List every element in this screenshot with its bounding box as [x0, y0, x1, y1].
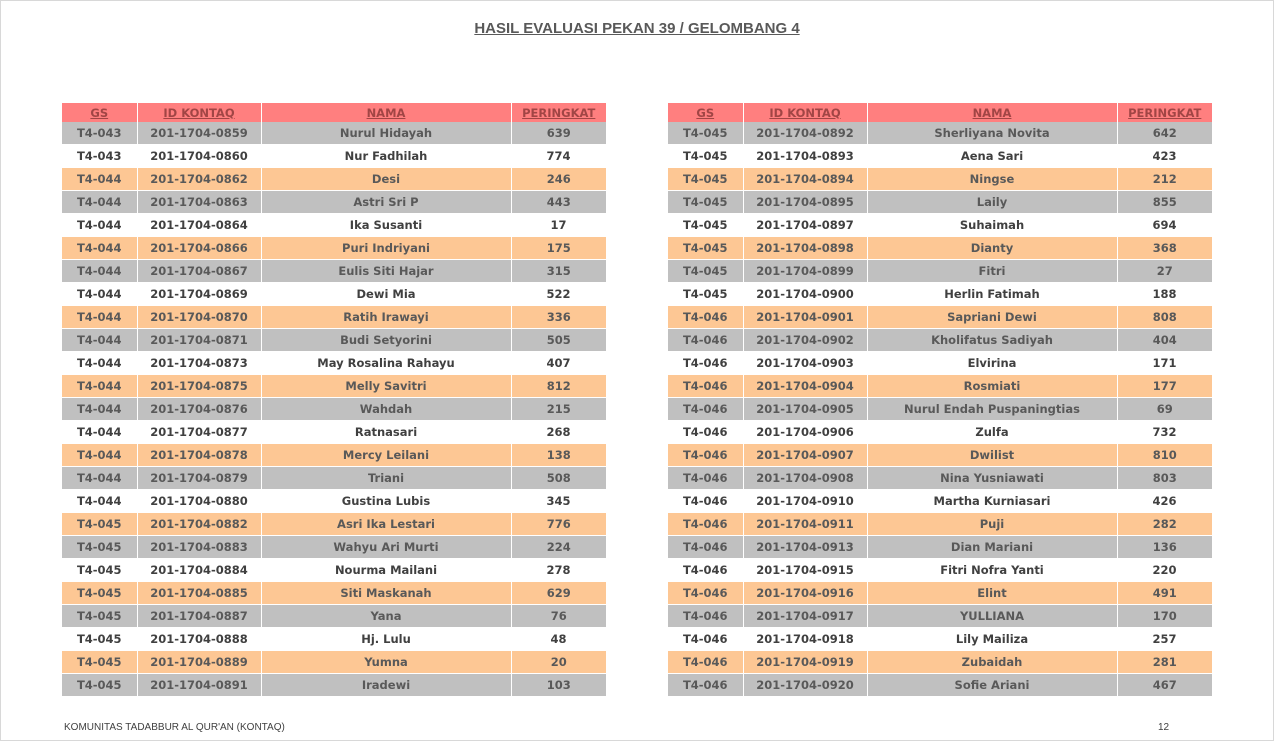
cell-gs: T4-045 [62, 605, 137, 628]
cell-nama: Iradewi [261, 674, 511, 697]
cell-gs: T4-043 [62, 145, 137, 168]
cell-gs: T4-044 [62, 168, 137, 191]
cell-gs: T4-046 [668, 605, 743, 628]
cell-gs: T4-044 [62, 352, 137, 375]
header-gs: GS [668, 103, 743, 122]
cell-peringkat: 345 [511, 490, 606, 513]
cell-peringkat: 629 [511, 582, 606, 605]
cell-nama: Dewi Mia [261, 283, 511, 306]
cell-id: 201-1704-0884 [137, 559, 261, 582]
cell-id: 201-1704-0920 [743, 674, 867, 697]
cell-id: 201-1704-0883 [137, 536, 261, 559]
cell-id: 201-1704-0897 [743, 214, 867, 237]
cell-gs: T4-045 [62, 559, 137, 582]
cell-peringkat: 467 [1117, 674, 1212, 697]
table-row [668, 513, 1212, 536]
cell-nama: Fitri Nofra Yanti [867, 559, 1117, 582]
cell-id: 201-1704-0864 [137, 214, 261, 237]
cell-nama: Melly Savitri [261, 375, 511, 398]
cell-gs: T4-043 [62, 122, 137, 145]
cell-nama: Nina Yusniawati [867, 467, 1117, 490]
cell-nama: Wahdah [261, 398, 511, 421]
cell-gs: T4-044 [62, 444, 137, 467]
cell-id: 201-1704-0898 [743, 237, 867, 260]
cell-nama: Siti Maskanah [261, 582, 511, 605]
table-row [668, 628, 1212, 651]
table-row [62, 191, 606, 214]
cell-nama: Dwilist [867, 444, 1117, 467]
cell-peringkat: 220 [1117, 559, 1212, 582]
cell-nama: Desi [261, 168, 511, 191]
table-row [668, 467, 1212, 490]
cell-peringkat: 48 [511, 628, 606, 651]
cell-nama: Nur Fadhilah [261, 145, 511, 168]
cell-gs: T4-046 [668, 421, 743, 444]
table-row [62, 398, 606, 421]
table-row [62, 329, 606, 352]
table-row [62, 467, 606, 490]
header-nama: NAMA [261, 103, 511, 122]
header-peringkat: PERINGKAT [1117, 103, 1212, 122]
cell-gs: T4-044 [62, 191, 137, 214]
cell-nama: Nurul Endah Puspaningtias [867, 398, 1117, 421]
cell-peringkat: 103 [511, 674, 606, 697]
cell-id: 201-1704-0876 [137, 398, 261, 421]
table-row [668, 375, 1212, 398]
table-row [62, 352, 606, 375]
table-row [62, 628, 606, 651]
cell-nama: Martha Kurniasari [867, 490, 1117, 513]
cell-id: 201-1704-0908 [743, 467, 867, 490]
cell-gs: T4-044 [62, 283, 137, 306]
cell-gs: T4-045 [668, 122, 743, 145]
cell-peringkat: 224 [511, 536, 606, 559]
cell-gs: T4-044 [62, 237, 137, 260]
table-row [668, 214, 1212, 237]
cell-nama: Budi Setyorini [261, 329, 511, 352]
cell-nama: Gustina Lubis [261, 490, 511, 513]
cell-peringkat: 27 [1117, 260, 1212, 283]
table-row [62, 237, 606, 260]
footer-organization: KOMUNITAS TADABBUR AL QUR'AN (KONTAQ) [64, 722, 285, 733]
cell-peringkat: 336 [511, 306, 606, 329]
cell-id: 201-1704-0905 [743, 398, 867, 421]
cell-id: 201-1704-0891 [137, 674, 261, 697]
cell-peringkat: 808 [1117, 306, 1212, 329]
cell-id: 201-1704-0899 [743, 260, 867, 283]
cell-peringkat: 368 [1117, 237, 1212, 260]
table-row [668, 536, 1212, 559]
cell-gs: T4-046 [668, 444, 743, 467]
table-row [62, 306, 606, 329]
cell-id: 201-1704-0871 [137, 329, 261, 352]
cell-nama: Dian Mariani [867, 536, 1117, 559]
table-row [62, 490, 606, 513]
cell-id: 201-1704-0869 [137, 283, 261, 306]
cell-peringkat: 188 [1117, 283, 1212, 306]
cell-id: 201-1704-0919 [743, 651, 867, 674]
cell-nama: Lily Mailiza [867, 628, 1117, 651]
cell-peringkat: 278 [511, 559, 606, 582]
cell-id: 201-1704-0901 [743, 306, 867, 329]
page-title [0, 20, 1274, 37]
cell-peringkat: 315 [511, 260, 606, 283]
cell-gs: T4-046 [668, 467, 743, 490]
cell-nama: Wahyu Ari Murti [261, 536, 511, 559]
cell-peringkat: 212 [1117, 168, 1212, 191]
table-row [62, 145, 606, 168]
cell-gs: T4-045 [668, 168, 743, 191]
table-row [62, 421, 606, 444]
table-row [668, 421, 1212, 444]
cell-gs: T4-045 [668, 283, 743, 306]
table-row [62, 168, 606, 191]
cell-nama: Elvirina [867, 352, 1117, 375]
cell-peringkat: 505 [511, 329, 606, 352]
cell-gs: T4-044 [62, 329, 137, 352]
cell-peringkat: 855 [1117, 191, 1212, 214]
cell-peringkat: 810 [1117, 444, 1212, 467]
cell-gs: T4-046 [668, 559, 743, 582]
table-row [62, 513, 606, 536]
cell-peringkat: 215 [511, 398, 606, 421]
cell-nama: Ika Susanti [261, 214, 511, 237]
table-row [62, 283, 606, 306]
cell-id: 201-1704-0863 [137, 191, 261, 214]
cell-peringkat: 732 [1117, 421, 1212, 444]
cell-gs: T4-044 [62, 214, 137, 237]
cell-gs: T4-044 [62, 490, 137, 513]
cell-peringkat: 812 [511, 375, 606, 398]
cell-id: 201-1704-0915 [743, 559, 867, 582]
cell-nama: Dianty [867, 237, 1117, 260]
cell-gs: T4-045 [62, 513, 137, 536]
cell-gs: T4-045 [62, 582, 137, 605]
header-nama: NAMA [867, 103, 1117, 122]
cell-gs: T4-044 [62, 467, 137, 490]
table-row [668, 605, 1212, 628]
cell-id: 201-1704-0880 [137, 490, 261, 513]
cell-gs: T4-046 [668, 582, 743, 605]
cell-nama: Nourma Mailani [261, 559, 511, 582]
cell-peringkat: 171 [1117, 352, 1212, 375]
cell-id: 201-1704-0894 [743, 168, 867, 191]
cell-peringkat: 177 [1117, 375, 1212, 398]
table-row [668, 444, 1212, 467]
cell-id: 201-1704-0902 [743, 329, 867, 352]
cell-peringkat: 639 [511, 122, 606, 145]
cell-nama: Zubaidah [867, 651, 1117, 674]
cell-gs: T4-045 [62, 651, 137, 674]
cell-gs: T4-046 [668, 398, 743, 421]
table-row [668, 651, 1212, 674]
table-row [668, 237, 1212, 260]
left-table [62, 103, 607, 697]
cell-id: 201-1704-0875 [137, 375, 261, 398]
cell-id: 201-1704-0866 [137, 237, 261, 260]
table-row [62, 536, 606, 559]
cell-gs: T4-046 [668, 651, 743, 674]
cell-peringkat: 423 [1117, 145, 1212, 168]
cell-peringkat: 642 [1117, 122, 1212, 145]
cell-nama: Asri Ika Lestari [261, 513, 511, 536]
table-row [62, 651, 606, 674]
cell-gs: T4-046 [668, 329, 743, 352]
right-table [668, 103, 1213, 697]
cell-gs: T4-044 [62, 421, 137, 444]
cell-peringkat: 281 [1117, 651, 1212, 674]
cell-gs: T4-045 [62, 536, 137, 559]
cell-nama: Sofie Ariani [867, 674, 1117, 697]
cell-id: 201-1704-0885 [137, 582, 261, 605]
cell-id: 201-1704-0906 [743, 421, 867, 444]
header-gs: GS [62, 103, 137, 122]
cell-nama: Zulfa [867, 421, 1117, 444]
cell-nama: Suhaimah [867, 214, 1117, 237]
cell-peringkat: 694 [1117, 214, 1212, 237]
table-row [668, 674, 1212, 697]
cell-peringkat: 76 [511, 605, 606, 628]
cell-peringkat: 170 [1117, 605, 1212, 628]
cell-id: 201-1704-0916 [743, 582, 867, 605]
cell-id: 201-1704-0860 [137, 145, 261, 168]
cell-nama: Laily [867, 191, 1117, 214]
cell-nama: Yumna [261, 651, 511, 674]
header-peringkat: PERINGKAT [511, 103, 606, 122]
cell-id: 201-1704-0889 [137, 651, 261, 674]
cell-nama: Rosmiati [867, 375, 1117, 398]
cell-nama: Kholifatus Sadiyah [867, 329, 1117, 352]
cell-nama: Elint [867, 582, 1117, 605]
cell-nama: Nurul Hidayah [261, 122, 511, 145]
table-row [62, 214, 606, 237]
table-row [668, 306, 1212, 329]
cell-nama: Mercy Leilani [261, 444, 511, 467]
table-row [62, 260, 606, 283]
cell-id: 201-1704-0892 [743, 122, 867, 145]
cell-nama: Herlin Fatimah [867, 283, 1117, 306]
cell-gs: T4-045 [668, 237, 743, 260]
cell-gs: T4-046 [668, 352, 743, 375]
table-row [62, 674, 606, 697]
header-id-kontaq: ID KONTAQ [137, 103, 261, 122]
table-row [668, 191, 1212, 214]
cell-id: 201-1704-0862 [137, 168, 261, 191]
cell-gs: T4-046 [668, 513, 743, 536]
cell-gs: T4-044 [62, 398, 137, 421]
cell-peringkat: 69 [1117, 398, 1212, 421]
cell-gs: T4-045 [62, 674, 137, 697]
cell-id: 201-1704-0882 [137, 513, 261, 536]
table-row [668, 329, 1212, 352]
cell-peringkat: 282 [1117, 513, 1212, 536]
cell-id: 201-1704-0913 [743, 536, 867, 559]
cell-id: 201-1704-0895 [743, 191, 867, 214]
cell-id: 201-1704-0887 [137, 605, 261, 628]
cell-id: 201-1704-0910 [743, 490, 867, 513]
cell-id: 201-1704-0870 [137, 306, 261, 329]
cell-gs: T4-045 [668, 214, 743, 237]
cell-id: 201-1704-0917 [743, 605, 867, 628]
table-row [668, 398, 1212, 421]
cell-id: 201-1704-0904 [743, 375, 867, 398]
cell-id: 201-1704-0893 [743, 145, 867, 168]
cell-id: 201-1704-0918 [743, 628, 867, 651]
cell-id: 201-1704-0879 [137, 467, 261, 490]
cell-nama: Yana [261, 605, 511, 628]
cell-nama: Sapriani Dewi [867, 306, 1117, 329]
cell-nama: Aena Sari [867, 145, 1117, 168]
cell-id: 201-1704-0907 [743, 444, 867, 467]
cell-peringkat: 175 [511, 237, 606, 260]
cell-peringkat: 426 [1117, 490, 1212, 513]
cell-id: 201-1704-0900 [743, 283, 867, 306]
cell-id: 201-1704-0911 [743, 513, 867, 536]
cell-gs: T4-046 [668, 674, 743, 697]
cell-gs: T4-044 [62, 260, 137, 283]
cell-peringkat: 803 [1117, 467, 1212, 490]
table-row [62, 375, 606, 398]
cell-id: 201-1704-0873 [137, 352, 261, 375]
cell-gs: T4-045 [668, 191, 743, 214]
table-row [668, 582, 1212, 605]
cell-peringkat: 268 [511, 421, 606, 444]
left-table-body [62, 122, 606, 697]
cell-gs: T4-044 [62, 375, 137, 398]
cell-gs: T4-045 [668, 145, 743, 168]
table-row [62, 582, 606, 605]
table-row [668, 168, 1212, 191]
cell-id: 201-1704-0859 [137, 122, 261, 145]
cell-peringkat: 491 [1117, 582, 1212, 605]
cell-id: 201-1704-0867 [137, 260, 261, 283]
cell-peringkat: 776 [511, 513, 606, 536]
cell-nama: Fitri [867, 260, 1117, 283]
cell-gs: T4-046 [668, 306, 743, 329]
table-row [62, 122, 606, 145]
cell-peringkat: 138 [511, 444, 606, 467]
cell-nama: Ratnasari [261, 421, 511, 444]
header-id-kontaq: ID KONTAQ [743, 103, 867, 122]
cell-peringkat: 404 [1117, 329, 1212, 352]
table-row [668, 559, 1212, 582]
cell-gs: T4-046 [668, 536, 743, 559]
table-header-row [668, 103, 1212, 122]
cell-id: 201-1704-0877 [137, 421, 261, 444]
cell-nama: Ratih Irawayi [261, 306, 511, 329]
cell-nama: May Rosalina Rahayu [261, 352, 511, 375]
cell-id: 201-1704-0888 [137, 628, 261, 651]
page-number: 12 [1158, 722, 1170, 733]
cell-nama: Triani [261, 467, 511, 490]
cell-nama: Sherliyana Novita [867, 122, 1117, 145]
cell-id: 201-1704-0878 [137, 444, 261, 467]
cell-gs: T4-046 [668, 490, 743, 513]
table-header-row [62, 103, 606, 122]
table-row [62, 605, 606, 628]
right-table-body [668, 122, 1212, 697]
cell-nama: YULLIANA [867, 605, 1117, 628]
title-text: HASIL EVALUASI PEKAN 39 / GELOMBANG 4 [474, 20, 800, 37]
table-row [668, 145, 1212, 168]
cell-peringkat: 17 [511, 214, 606, 237]
cell-gs: T4-045 [668, 260, 743, 283]
cell-peringkat: 246 [511, 168, 606, 191]
cell-nama: Puji [867, 513, 1117, 536]
cell-id: 201-1704-0903 [743, 352, 867, 375]
cell-peringkat: 443 [511, 191, 606, 214]
cell-gs: T4-046 [668, 375, 743, 398]
cell-gs: T4-044 [62, 306, 137, 329]
cell-peringkat: 407 [511, 352, 606, 375]
table-row [668, 352, 1212, 375]
table-row [668, 490, 1212, 513]
cell-nama: Hj. Lulu [261, 628, 511, 651]
cell-peringkat: 20 [511, 651, 606, 674]
cell-peringkat: 774 [511, 145, 606, 168]
cell-gs: T4-046 [668, 628, 743, 651]
cell-peringkat: 522 [511, 283, 606, 306]
table-row [668, 260, 1212, 283]
cell-peringkat: 136 [1117, 536, 1212, 559]
table-row [62, 444, 606, 467]
table-row [668, 283, 1212, 306]
cell-nama: Eulis Siti Hajar [261, 260, 511, 283]
cell-gs: T4-045 [62, 628, 137, 651]
cell-peringkat: 508 [511, 467, 606, 490]
table-row [668, 122, 1212, 145]
table-row [62, 559, 606, 582]
cell-nama: Puri Indriyani [261, 237, 511, 260]
cell-nama: Ningse [867, 168, 1117, 191]
cell-peringkat: 257 [1117, 628, 1212, 651]
cell-nama: Astri Sri P [261, 191, 511, 214]
